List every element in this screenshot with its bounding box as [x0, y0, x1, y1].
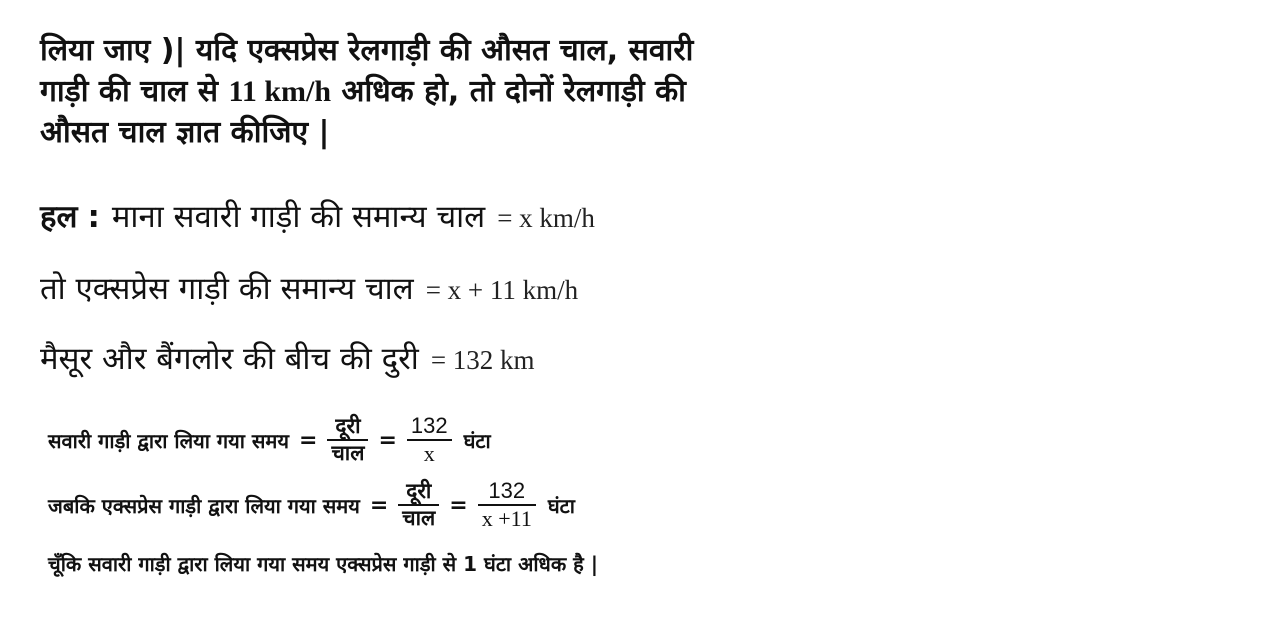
question-line-3 — [40, 112, 940, 153]
passenger-time-text: सवारी गाड़ी द्वारा लिया गया समय — [48, 428, 289, 453]
solution-colon: : — [87, 199, 100, 235]
fraction-denominator: चाल — [331, 441, 365, 465]
step-3-text: मैसूर और बैंगलोर की बीच की दुरी — [40, 341, 419, 377]
question-line-2-text-b: अधिक हो, तो दोनों रेलगाड़ी की — [341, 74, 686, 109]
fraction-denominator: x +11 — [481, 506, 532, 531]
question-line-2 — [40, 71, 940, 112]
fraction-denominator: चाल — [402, 506, 436, 530]
numeric-fraction — [407, 413, 452, 467]
step-2-math: = x + 11 km/h — [425, 275, 579, 305]
equals-sign: = — [299, 427, 318, 453]
hour-unit: घंटा — [547, 493, 575, 518]
step-1-math: = x km/h — [497, 203, 595, 233]
conclusion-text: चूँकि सवारी गाड़ी द्वारा लिया गया समय एक्सप्रेस गाड़ी से 1 घंटा अधिक है | — [48, 552, 599, 576]
numeric-fraction — [478, 478, 536, 532]
equals-sign: = — [369, 492, 389, 518]
solution-step-2 — [40, 267, 578, 309]
express-time-equation — [48, 478, 575, 532]
question-line-3-text: औसत चाल ज्ञात कीजिए | — [40, 115, 330, 150]
fraction-numerator: 132 — [488, 478, 526, 503]
hour-unit: घंटा — [463, 428, 491, 453]
distance-over-speed-fraction — [327, 414, 368, 466]
distance-over-speed-fraction — [398, 479, 439, 531]
step-3-math: = 132 km — [430, 345, 535, 375]
equals-sign: = — [449, 492, 468, 518]
equals-sign: = — [378, 427, 397, 453]
fraction-denominator: x — [423, 441, 435, 466]
step-1-text: माना सवारी गाड़ी की समान्य चाल — [111, 199, 486, 235]
question-line-1 — [40, 30, 940, 71]
speed-difference-value: 11 km/h — [228, 75, 332, 108]
express-time-text: जबकि एक्सप्रेस गाड़ी द्वारा लिया गया समय — [48, 493, 360, 518]
document-body — [40, 30, 940, 153]
fraction-numerator: दूरी — [406, 479, 432, 503]
question-line-2-text-a: गाड़ी की चाल से — [40, 74, 219, 109]
conclusion-line — [48, 550, 598, 577]
solution-label: हल — [40, 199, 78, 235]
fraction-numerator: दूरी — [335, 414, 361, 438]
fraction-numerator: 132 — [410, 413, 448, 438]
step-2-text: तो एक्सप्रेस गाड़ी की समान्य चाल — [40, 271, 414, 307]
question-line-1-text: लिया जाए )| यदि एक्सप्रेस रेलगाड़ी की औसत चाल, सवारी — [40, 33, 694, 68]
solution-step-3 — [40, 337, 535, 379]
passenger-time-equation — [48, 413, 491, 467]
solution-step-1 — [40, 195, 595, 237]
